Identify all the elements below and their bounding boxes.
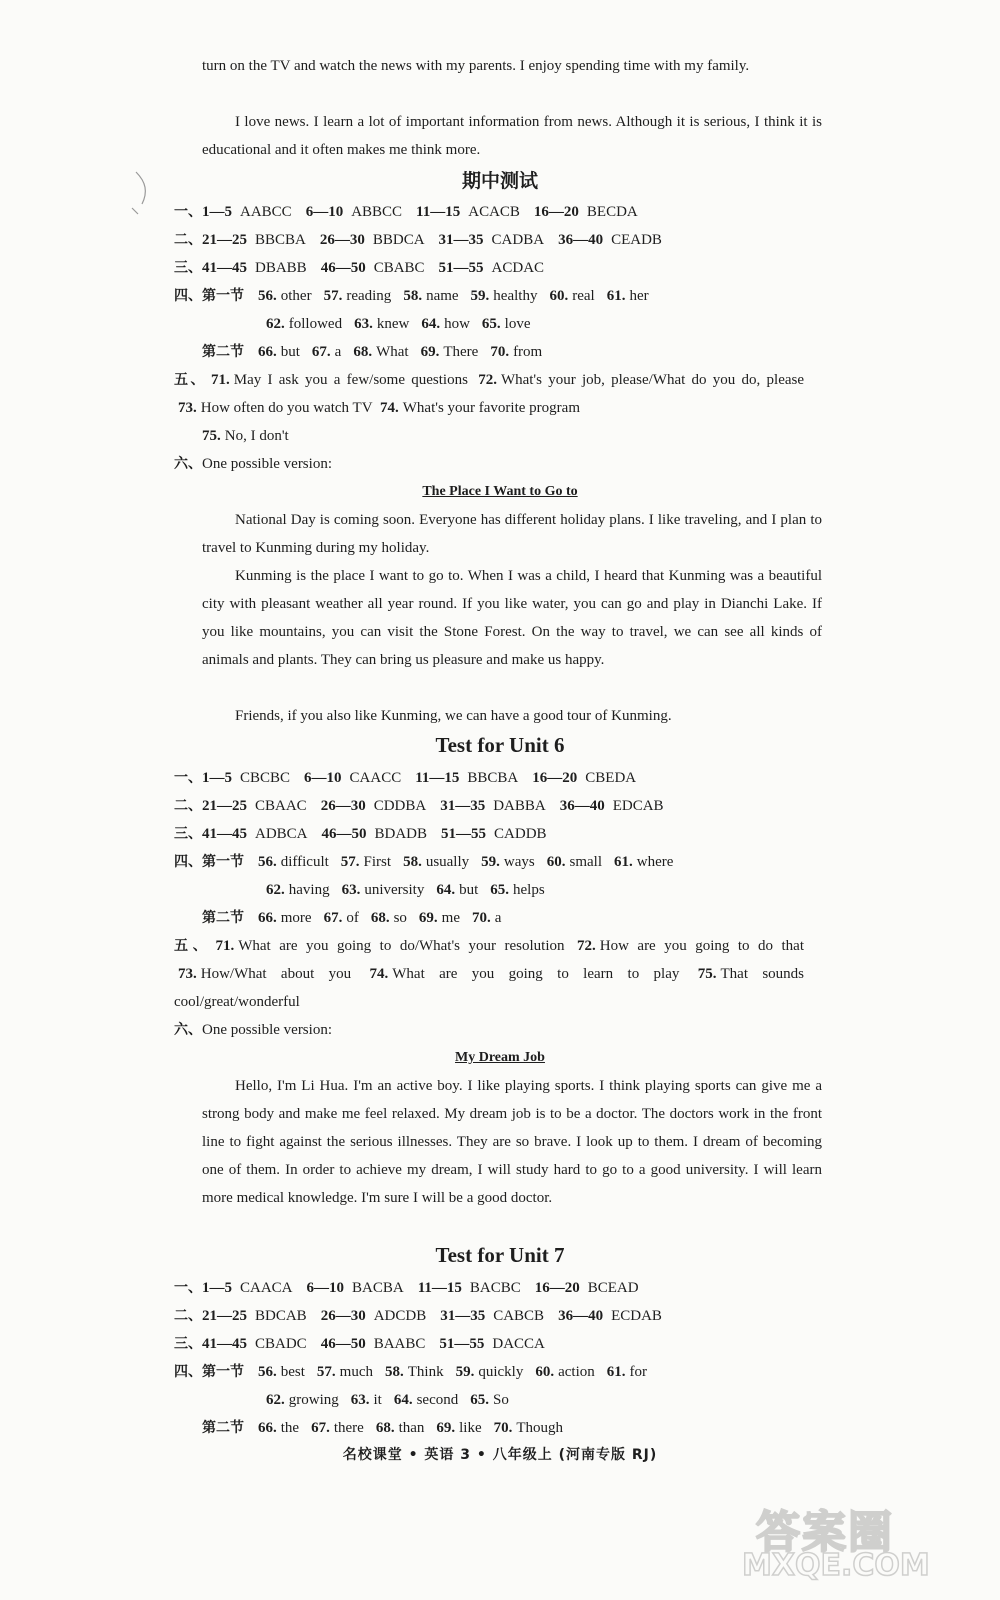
watermark — [742, 1496, 972, 1586]
watermark-url: MXQE.COM — [742, 1548, 930, 1583]
page-footer: 名校课堂 • 英语 3 • 八年级上 (河南专版 RJ) — [342, 1447, 658, 1463]
mc-row-1: 一、1—5 AABCC 6—10 ABBCC 11—15 ACACB 16—20 BECDA — [174, 204, 638, 220]
part6-label: 六、One possible version: — [174, 1022, 332, 1038]
fill-row-1: 四、第一节 56. other 57. reading 58. name 59. healthy 60. real 61. her — [174, 288, 649, 304]
fill-row-3: 第二节 66. more 67. of 68. so 69. me 70. a — [202, 910, 502, 926]
fill-row-2: 62. growing 63. it 64. second 65. So — [266, 1392, 509, 1408]
part5-answers: 五、 71. What are you going to do/What's your resolution 72. How are you going to do that 73. How/What about you 74. What are you going to learn to play 75. That sounds cool/great/wonderful — [174, 938, 805, 1010]
fill-row-3: 第二节 66. the 67. there 68. than 69. like 70. Though — [202, 1420, 564, 1436]
essay-title-1: The Place I Want to Go to — [422, 484, 578, 499]
mc-row-3: 三、41—45 CBADC 46—50 BAABC 51—55 DACCA — [174, 1336, 545, 1352]
fill-row-1: 四、第一节 56. difficult 57. First 58. usually 59. ways 60. small 61. where — [174, 854, 674, 870]
intro-paragraph-1: turn on the TV and watch the news with my parents. I enjoy spending time with my family. — [202, 58, 750, 74]
part6-label: 六、One possible version: — [174, 456, 332, 472]
fill-row-3: 第二节 66. but 67. a 68. What 69. There 70. from — [202, 344, 543, 360]
mc-row-1: 一、1—5 CBCBC 6—10 CAACC 11—15 BBCBA 16—20 CBEDA — [174, 770, 637, 786]
section-title-unit-7: Test for Unit 7 — [435, 1243, 565, 1267]
essay-2-paragraph-1: Hello, I'm Li Hua. I'm an active boy. I like playing sports. I think playing sports can give me a strong body and make me feel relaxed. My dream job is to be a doctor. The doctors work in the front line to fight against the serious illnesses. They are so brave. I look up to them. I dream of becoming one of them. In order to achieve my dream, I will study hard to go to a good university. I will learn more medical knowledge. I'm sure I will be a good doctor. — [202, 1078, 822, 1206]
fill-row-2: 62. followed 63. knew 64. how 65. love — [266, 316, 531, 332]
fill-row-1: 四、第一节 56. best 57. much 58. Think 59. quickly 60. action 61. for — [174, 1364, 647, 1380]
mc-row-1: 一、1—5 CAACA 6—10 BACBA 11—15 BACBC 16—20 BCEAD — [174, 1280, 639, 1296]
mc-row-2: 二、21—25 BBCBA 26—30 BBDCA 31—35 CADBA 36—40 CEADB — [174, 232, 662, 248]
section-title-unit-6: Test for Unit 6 — [435, 733, 565, 757]
mc-row-3: 三、41—45 ADBCA 46—50 BDADB 51—55 CADDB — [174, 826, 547, 842]
essay-1-paragraph-1: National Day is coming soon. Everyone has different holiday plans. I like traveling, and I plan to travel to Kunming during my holiday. — [202, 512, 822, 556]
essay-1-paragraph-2: Kunming is the place I want to go to. When I was a child, I heard that Kunming was a beautiful city with pleasant weather all year round. If you like water, you can go and play in Dianchi Lake. If you like mountains, you can visit the Stone Forest. On the way to travel, we can see all kinds of animals and plants. They can bring us pleasure and make us happy. — [202, 568, 822, 668]
fill-row-2: 62. having 63. university 64. but 65. helps — [266, 882, 545, 898]
essay-1-paragraph-3: Friends, if you also like Kunming, we can have a good tour of Kunming. — [235, 708, 672, 724]
intro-paragraph-2: I love news. I learn a lot of important information from news. Although it is serious, I think it is educational and it often makes me think more. — [202, 114, 822, 158]
part5-answers: 五、 71. May I ask you a few/some questions 72. What's your job, please/What do you do, please 73. How often do you watch TV 74. What's your favorite program 75. No, I don't — [174, 372, 805, 444]
mc-row-2: 二、21—25 CBAAC 26—30 CDDBA 31—35 DABBA 36—40 EDCAB — [174, 798, 664, 814]
mc-row-3: 三、41—45 DBABB 46—50 CBABC 51—55 ACDAC — [174, 260, 545, 276]
watermark-logo: 答案圈 — [756, 1507, 894, 1558]
essay-title-2: My Dream Job — [455, 1050, 545, 1065]
mc-row-2: 二、21—25 BDCAB 26—30 ADCDB 31—35 CABCB 36—40 ECDAB — [174, 1308, 662, 1324]
section-title-midterm: 期中测试 — [461, 170, 538, 192]
